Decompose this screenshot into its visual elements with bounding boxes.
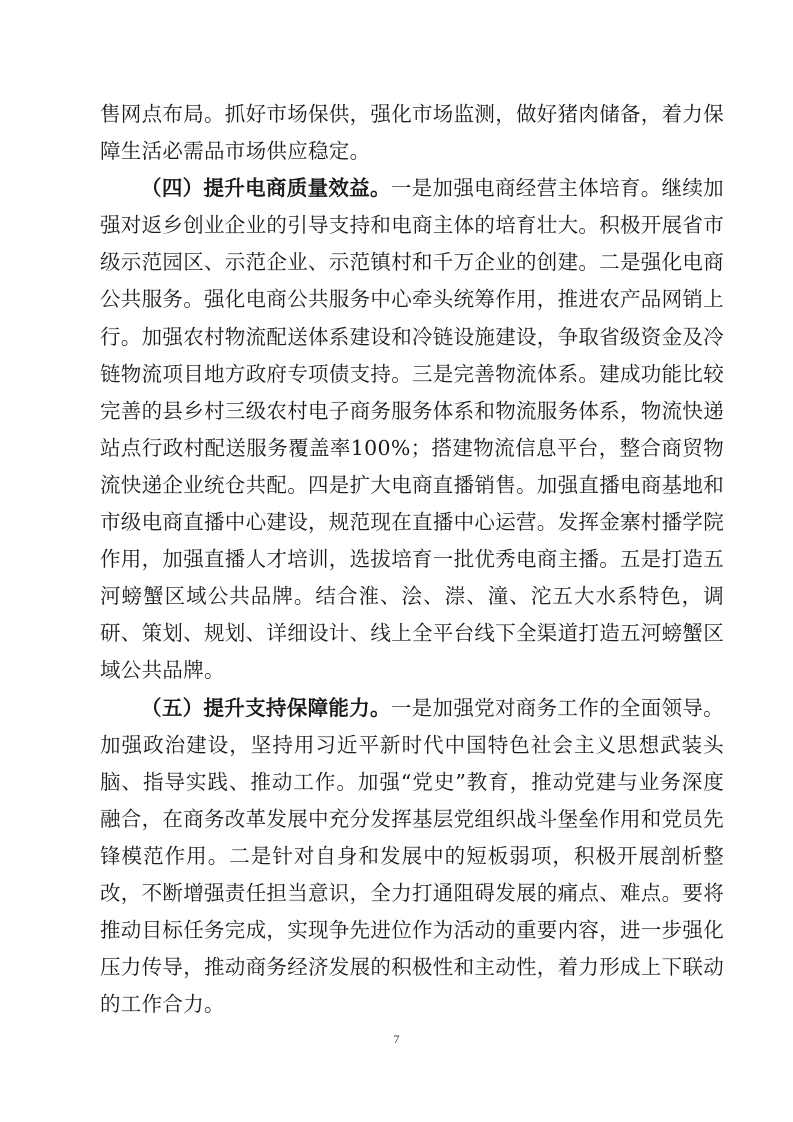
paragraph-2-heading: （四）提升电商质量效益。 xyxy=(141,176,391,201)
paragraph-2-text: 一是加强电商经营主体培育。继续加强对返乡创业企业的引导支持和电商主体的培育壮大。积极开展省市级示范园区、示范企业、示范镇村和千万企业的创建。二是强化电商公共服务。强化电商公共服务中心牵头统筹作用，推进农产品网销上行。加强农村物流配送体系建设和冷链设施建设，争取省级资金及冷链物流项目地方政府专项债支持。三是完善物流体系。建成功能比较完善的县乡村三级农村电子商务服务体系和物流服务体系，物流快递站点行政村配送服务覆盖率100%；搭建物流信息平台，整合商贸物流快递企业统仓共配。四是扩大电商直播销售。加强直播电商基地和市级电商直播中心建设，规范现在直播中心运营。发挥金寨村播学院作用，加强直播人才培训，选拔培育一批优秀电商主播。五是打造五河螃蟹区域公共品牌。结合淮、浍、漴、潼、沱五大水系特色，调研、策划、规划、详细设计、线上全平台线下全渠道打造五河螃蟹区域公共品牌。 xyxy=(100,176,724,683)
paragraph-3-text: 一是加强党对商务工作的全面领导。加强政治建设，坚持用习近平新时代中国特色社会主义思想武装头脑、指导实践、推动工作。加强“党史”教育，推动党建与业务深度融合，在商务改革发展中充分发挥基层党组织战斗堡垒作用和党员先锋模范作用。二是针对自身和发展中的短板弱项，积极开展剖析整改，不断增强责任担当意识，全力打通阻碍发展的痛点、难点。要将推动目标任务完成，实现争先进位作为活动的重要内容，进一步强化压力传导，推动商务经济发展的积极性和主动性，着力形成上下联动的工作合力。 xyxy=(100,695,724,1017)
paragraph-3 xyxy=(100,690,724,1024)
body-text xyxy=(100,96,724,1023)
paragraph-1-text: 售网点布局。抓好市场保供，强化市场监测，做好猪肉储备，着力保障生活必需品市场供应稳定。 xyxy=(100,102,724,164)
paragraph-1 xyxy=(100,96,724,170)
paragraph-3-heading: （五）提升支持保障能力。 xyxy=(141,695,391,720)
paragraph-2 xyxy=(100,170,724,689)
page-number: 7 xyxy=(393,1032,400,1046)
